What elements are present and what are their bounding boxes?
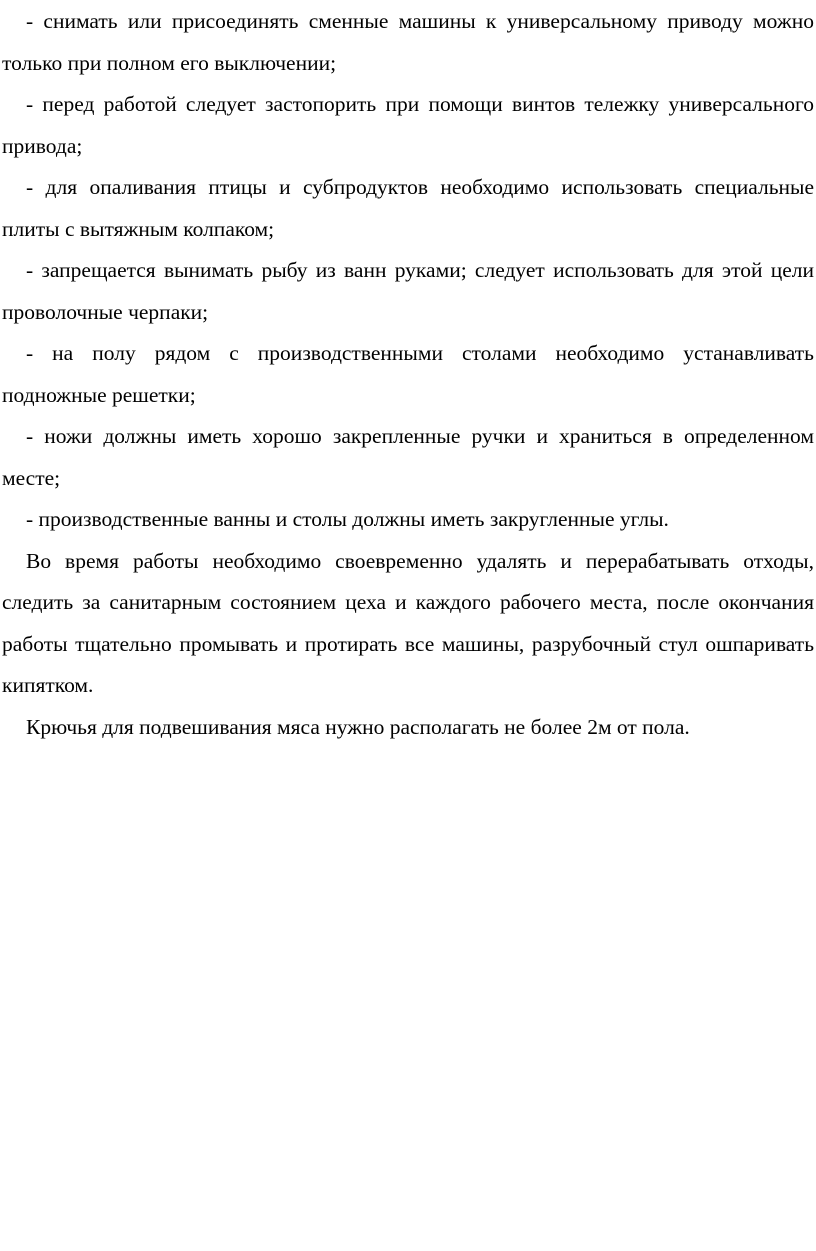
rule-singeing-plates: - для опаливания птицы и субпродуктов необходимо использовать специальные плиты с вытяжным колпаком; [2, 175, 814, 241]
rule-knives: - ножи должны иметь хорошо закрепленные ручки и храниться в определенном месте; [2, 424, 814, 490]
rule-lock-trolley: - перед работой следует застопорить при помощи винтов тележку универсального привода; [2, 92, 814, 158]
rule-floor-grates: - на полу рядом с производственными столами необходимо устанавливать подножные решетки; [2, 341, 814, 407]
paragraph-meat-hooks: Крючья для подвешивания мяса нужно располагать не более 2м от пола. [26, 714, 690, 739]
paragraph-waste-sanitation: Во время работы необходимо своевременно удалять и перерабатывать отходы, следить за санитарным состоянием цеха и каждого рабочего места, после окончания работы тщательно промывать и протирать все машины, разрубочный стул ошпаривать кипятком. [2, 548, 814, 697]
rule-fish-scoops: - запрещается вынимать рыбу из ванн руками; следует использовать для этой цели проволочные черпаки; [2, 258, 814, 324]
rule-detach-machines: - снимать или присоединять сменные машины к универсальному приводу можно только при полном его выключении; [2, 9, 814, 75]
document-body [2, 1, 814, 748]
rule-rounded-corners: - производственные ванны и столы должны иметь закругленные углы. [26, 507, 669, 531]
